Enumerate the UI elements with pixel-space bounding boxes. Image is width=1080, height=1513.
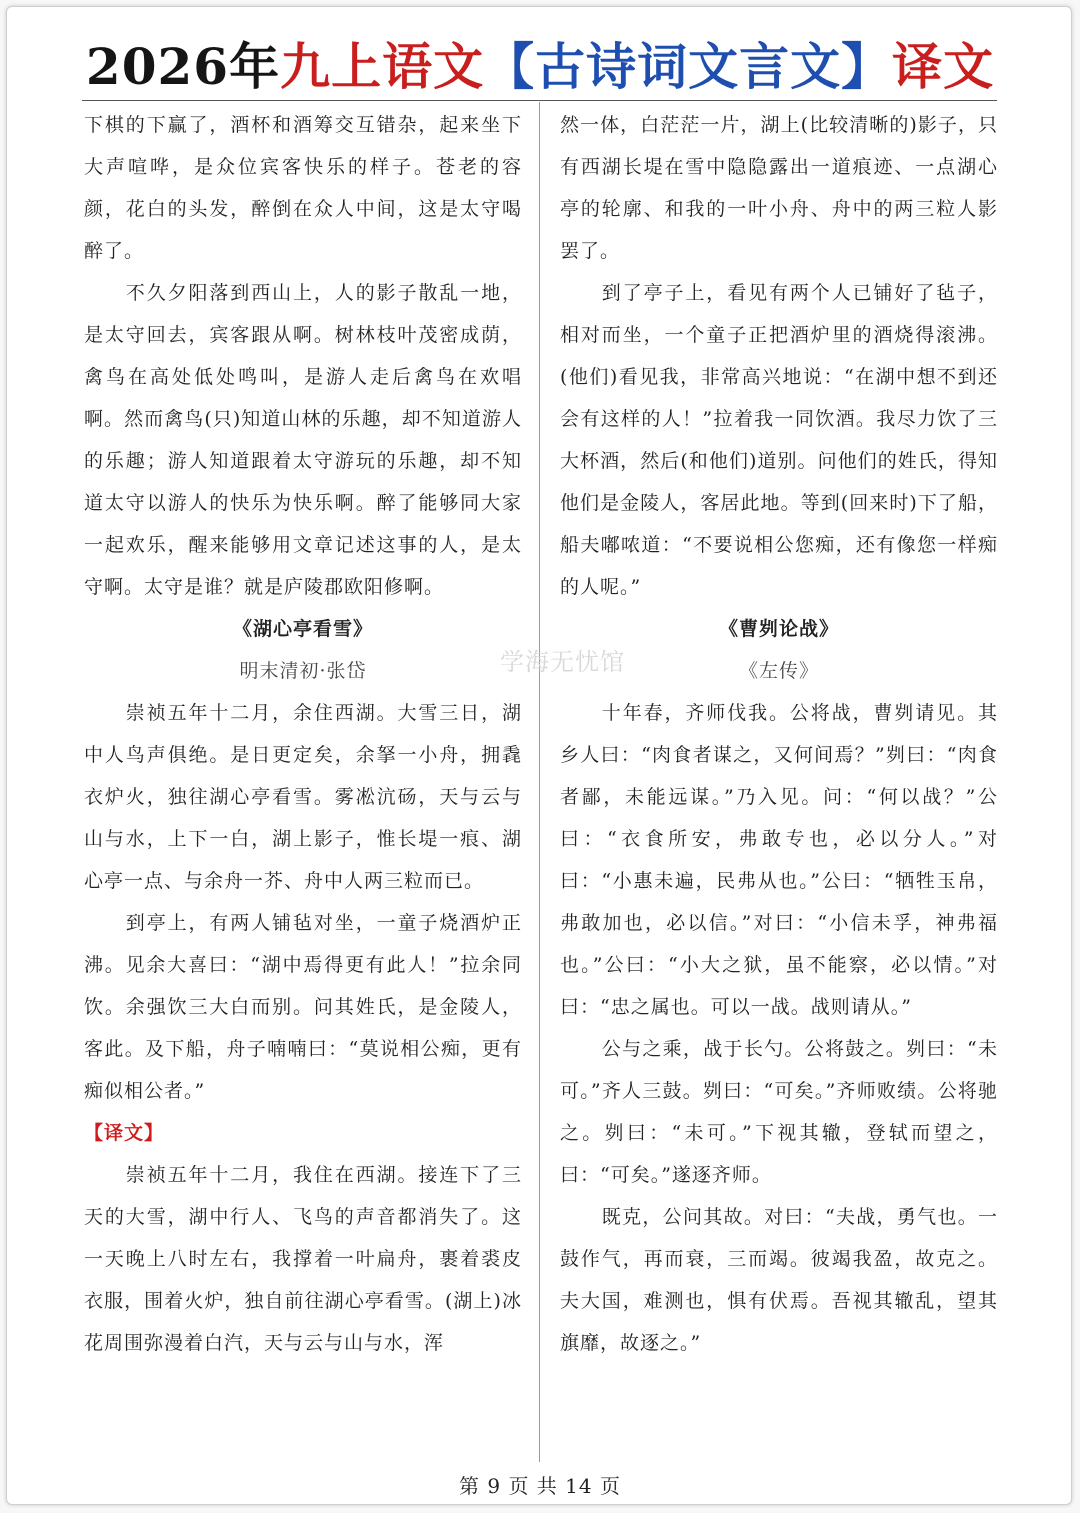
left-paragraph-2: 不久夕阳落到西山上，人的影子散乱一地，是太守回去，宾客跟从啊。树林枝叶茂密成荫，禽鸟在高处低处鸣叫，是游人走后禽鸟在欢唱啊。然而禽鸟(只)知道山林的乐趣，却不知道游人的乐趣；游人知道跟着太守游玩的乐趣，却不知道太守以游人的快乐为快乐啊。醉了能够同大家一起欢乐，醒来能够用文章记述这事的人，是太守啊。太守是谁？就是庐陵郡欧阳修啊。 xyxy=(84,282,522,598)
column-divider xyxy=(539,102,540,1462)
original-text-1: 崇祯五年十二月，余住西湖。大雪三日，湖中人鸟声俱绝。是日更定矣，余拏一小舟，拥毳衣炉火，独往湖心亭看雪。雾凇沆砀，天与云与山与水，上下一白，湖上影子，惟长堤一痕、湖心亭一点、与余舟一芥、舟中人两三粒而已。 xyxy=(84,702,522,892)
title-year: 2026年 xyxy=(85,37,281,96)
title-topic: 【古诗词文言文】 xyxy=(484,37,893,96)
translation-text-1: 崇祯五年十二月，我住在西湖。接连下了三天的大雪，湖中行人、飞鸟的声音都消失了。这一天晚上八时左右，我撑着一叶扁舟，裹着裘皮衣服，围着火炉，独自前往湖心亭看雪。(湖上)冰花周围弥漫着白汽，天与云与山与水，浑 xyxy=(84,1164,522,1354)
title-subject: 九上语文 xyxy=(280,37,485,96)
section-title-caogui: 《曹刿论战》 xyxy=(718,618,839,640)
left-column xyxy=(84,104,522,1364)
section-author-zhangdai: 明末清初·张岱 xyxy=(239,660,367,682)
right-paragraph-1: 然一体，白茫茫一片，湖上(比较清晰的)影子，只有西湖长堤在雪中隐隐露出一道痕迹、一点湖心亭的轮廓、和我的一叶小舟、舟中的两三粒人影罢了。 xyxy=(560,114,998,262)
title-suffix: 译文 xyxy=(892,37,995,96)
caogui-text-1: 十年春，齐师伐我。公将战，曹刿请见。其乡人曰：“肉食者谋之，又何间焉？”刿曰：“肉食者鄙，未能远谋。”乃入见。问：“何以战？”公曰：“衣食所安，弗敢专也，必以分人。”对曰：“小惠未遍，民弗从也。”公曰：“牺牲玉帛，弗敢加也，必以信。”对曰：“小信未孚，神弗福也。”公曰：“小大之狱，虽不能察，必以情。”对曰：“忠之属也。可以一战。战则请从。” xyxy=(560,702,998,1018)
caogui-text-2: 公与之乘，战于长勺。公将鼓之。刿曰：“未可。”齐人三鼓。刿曰：“可矣。”齐师败绩。公将驰之。刿曰：“未可。”下视其辙，登轼而望之，曰：“可矣。”遂逐齐师。 xyxy=(560,1038,998,1186)
right-column xyxy=(560,104,998,1364)
watermark: 学海无忧馆 xyxy=(500,648,625,676)
right-paragraph-2: 到了亭子上，看见有两个人已铺好了毡子，相对而坐，一个童子正把酒炉里的酒烧得滚沸。(他们)看见我，非常高兴地说：“在湖中想不到还会有这样的人！”拉着我一同饮酒。我尽力饮了三大杯酒，然后(和他们)道别。问他们的姓氏，得知他们是金陵人，客居此地。等到(回来时)下了船，船夫嘟哝道：“不要说相公您痴，还有像您一样痴的人呢。” xyxy=(560,282,998,598)
left-paragraph-1: 下棋的下赢了，酒杯和酒筹交互错杂，起来坐下大声喧哗，是众位宾客快乐的样子。苍老的容颜，花白的头发，醉倒在众人中间，这是太守喝醉了。 xyxy=(84,114,522,262)
section-title-huxinting: 《湖心亭看雪》 xyxy=(232,618,373,640)
translation-label: 【译文】 xyxy=(84,1122,165,1144)
caogui-text-3: 既克，公问其故。对曰：“夫战，勇气也。一鼓作气，再而衰，三而竭。彼竭我盈，故克之。夫大国，难测也，惧有伏焉。吾视其辙乱，望其旗靡，故逐之。” xyxy=(560,1206,998,1354)
section-author-zuozhuan: 《左传》 xyxy=(738,660,819,682)
document-title xyxy=(0,32,1080,102)
page-number: 第 9 页 共 14 页 xyxy=(459,1474,621,1498)
title-divider xyxy=(82,100,997,101)
original-text-2: 到亭上，有两人铺毡对坐，一童子烧酒炉正沸。见余大喜曰：“湖中焉得更有此人！”拉余同饮。余强饮三大白而别。问其姓氏，是金陵人，客此。及下船，舟子喃喃曰：“莫说相公痴，更有痴似相公者。” xyxy=(84,912,522,1102)
